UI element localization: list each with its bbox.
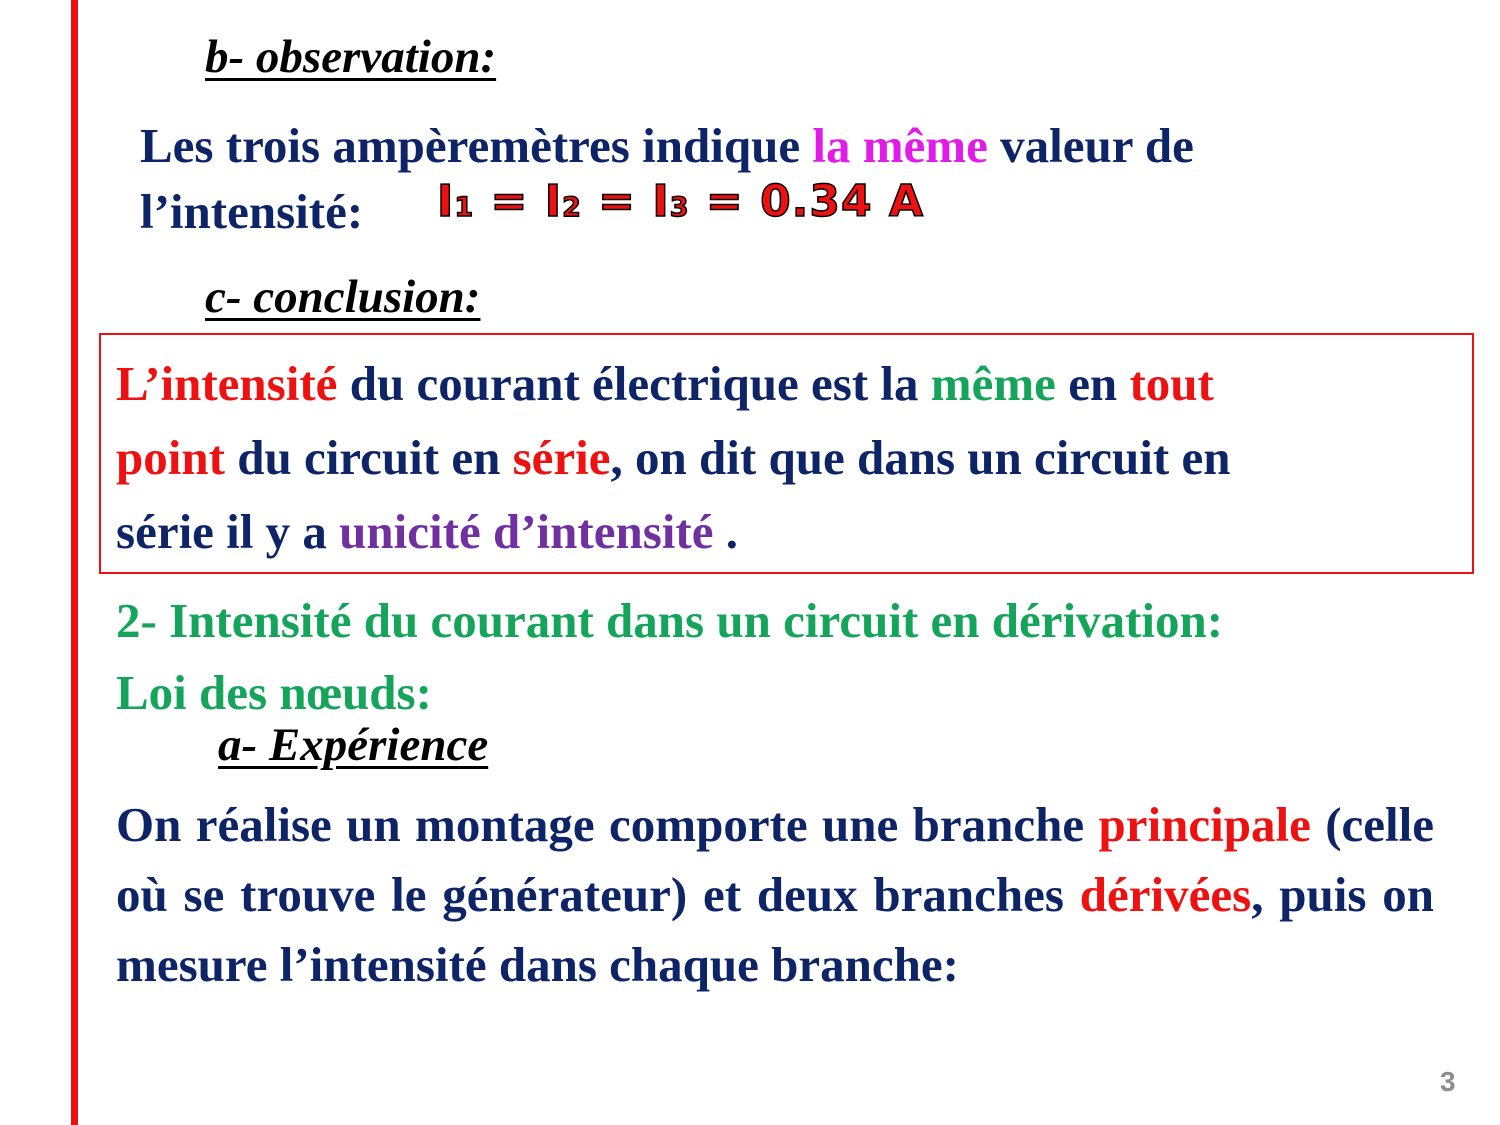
conc-serie: série (512, 430, 611, 485)
exp-text-2: (celle où se trouve le générateur) et deux branches (116, 797, 1434, 922)
conc-unicite: unicité d’intensité (339, 504, 714, 559)
observation-text-3: l’intensité: (140, 184, 364, 239)
experiment-paragraph (116, 790, 1434, 1000)
conc-tout: tout (1129, 356, 1214, 411)
conc-text-a4: en (1055, 356, 1130, 411)
eq-sub-3: 3 (669, 192, 690, 223)
conc-point: point (116, 430, 225, 485)
conc-text-b4: , on dit que dans un circuit en (610, 430, 1231, 485)
eq-sub-1: 1 (454, 192, 475, 223)
eq-equals-1: = (474, 176, 545, 227)
conc-text-c1: série il y a (116, 504, 340, 559)
eq-sub-2: 2 (562, 192, 582, 223)
section-2-title (116, 585, 1223, 729)
current-equation (437, 176, 924, 227)
eq-value: 0.34 A (760, 176, 924, 227)
observation-heading: b- observation: (205, 31, 497, 83)
eq-i1: I (437, 176, 455, 227)
conclusion-heading: c- conclusion: (205, 271, 481, 323)
eq-i2: I (544, 176, 563, 227)
eq-equals-3: = (689, 176, 761, 227)
eq-i3: I (652, 176, 670, 227)
observation-text-2: valeur de (987, 118, 1194, 173)
eq-equals-2: = (581, 176, 653, 227)
left-accent-bar (71, 0, 78, 1125)
conc-text-b2: du circuit en (224, 430, 513, 485)
conc-meme: même (930, 356, 1056, 411)
exp-text-1: On réalise un montage comporte une branche (116, 797, 1099, 852)
section-2-line-1: 2- Intensité du courant dans un circuit en dérivation: (116, 593, 1224, 648)
observation-text-1: Les trois ampèremètres indique (140, 118, 813, 173)
exp-derivees: dérivées (1079, 867, 1252, 922)
experience-heading: a- Expérience (218, 719, 489, 771)
page-number: 3 (1440, 1066, 1456, 1097)
exp-text-3: , puis on mesure l’intensité dans chaque branche: (116, 867, 1435, 992)
observation-highlight: la même (812, 118, 988, 173)
conclusion-text (116, 347, 1230, 569)
conc-intensite: L’intensité (116, 356, 338, 411)
exp-principale: principale (1098, 797, 1311, 852)
section-2-line-2: Loi des nœuds: (116, 665, 432, 720)
conc-period: . (713, 504, 738, 559)
conc-text-a2: du courant électrique est la (337, 356, 931, 411)
